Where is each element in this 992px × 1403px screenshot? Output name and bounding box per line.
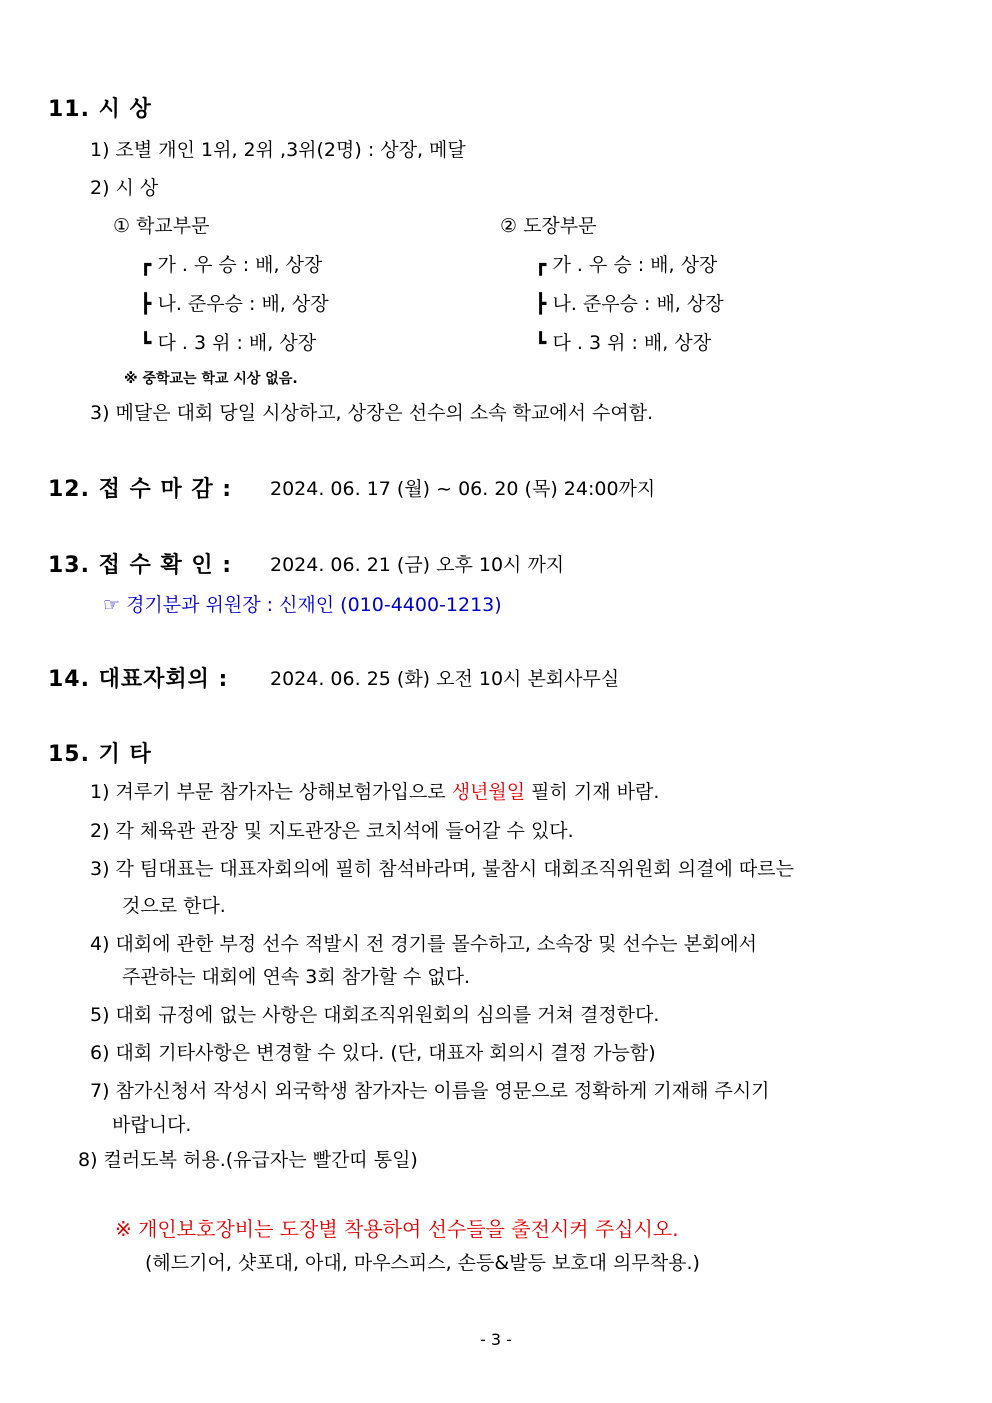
dojang-award-3: ┗ 다 . 3 위 : 배, 상장 [535, 332, 712, 354]
s15-item-5: 5) 대회 규정에 없는 사항은 대회조직위원회의 심의를 거쳐 결정한다. [90, 1004, 660, 1026]
s15-item-6: 6) 대회 기타사항은 변경할 수 있다. (단, 대표자 회의시 결정 가능함) [90, 1042, 656, 1064]
s15-item-2: 2) 각 체육관 관장 및 지도관장은 코치석에 들어갈 수 있다. [90, 820, 574, 842]
s15-item-7-line-1: 7) 참가신청서 작성시 외국학생 참가자는 이름을 영문으로 정확하게 기재해 주시기 [90, 1080, 770, 1102]
page-number: - 3 - [480, 1330, 512, 1349]
school-category-title: ① 학교부문 [113, 215, 210, 237]
school-award-2: ┣ 나. 준우승 : 배, 상장 [140, 293, 329, 315]
dojang-award-1: ┏ 가 . 우 승 : 배, 상장 [535, 254, 718, 276]
s11-item-1: 1) 조별 개인 1위, 2위 ,3위(2명) : 상장, 메달 [90, 139, 466, 161]
section-13-heading: 13. 접 수 확 인 : [48, 553, 233, 578]
birthdate-highlight: 생년월일 [451, 781, 526, 803]
protective-gear-notice: ※ 개인보호장비는 도장별 착용하여 선수들을 출전시켜 주십시오. [115, 1217, 679, 1241]
s15-item-1-post: 필히 기재 바람. [525, 781, 660, 803]
dojang-category-title: ② 도장부문 [500, 215, 597, 237]
registration-confirm-date: 2024. 06. 21 (금) 오후 10시 까지 [270, 554, 565, 576]
s15-item-8: 8) 컬러도복 허용.(유급자는 빨간띠 통일) [78, 1149, 418, 1171]
protective-gear-list: (헤드기어, 샷포대, 아대, 마우스피스, 손등&발등 보호대 의무착용.) [145, 1252, 700, 1274]
s15-item-1 [90, 777, 659, 804]
s15-item-7-line-2: 바랍니다. [112, 1114, 192, 1136]
section-15-heading: 15. 기 타 [48, 742, 152, 767]
s11-item-3: 3) 메달은 대회 당일 시상하고, 상장은 선수의 소속 학교에서 수여함. [90, 402, 654, 424]
section-14-heading: 14. 대표자회의 : [48, 667, 229, 692]
s15-item-1-pre: 1) 겨루기 부문 참가자는 상해보험가입으로 [90, 781, 452, 803]
school-award-3: ┗ 다 . 3 위 : 배, 상장 [140, 332, 317, 354]
committee-contact: ☞ 경기분과 위원장 : 신재인 (010-4400-1213) [103, 594, 502, 616]
s15-item-3-line-1: 3) 각 팀대표는 대표자회의에 필히 참석바라며, 불참시 대회조직위원회 의결에 따르는 [90, 858, 794, 880]
middle-school-note: ※ 중학교는 학교 시상 없음. [124, 371, 298, 387]
section-11-heading: 11. 시 상 [48, 97, 152, 122]
section-12-heading: 12. 접 수 마 감 : [48, 477, 233, 502]
s11-item-2: 2) 시 상 [90, 177, 159, 199]
s15-item-4-line-1: 4) 대회에 관한 부정 선수 적발시 전 경기를 몰수하고, 소속장 및 선수는 본회에서 [90, 933, 757, 955]
representative-meeting: 2024. 06. 25 (화) 오전 10시 본회사무실 [270, 668, 620, 690]
registration-deadline: 2024. 06. 17 (월) ~ 06. 20 (목) 24:00까지 [270, 478, 656, 500]
s15-item-4-line-2: 주관하는 대회에 연속 3회 참가할 수 없다. [122, 966, 471, 988]
s15-item-3-line-2: 것으로 한다. [122, 895, 226, 917]
school-award-1: ┏ 가 . 우 승 : 배, 상장 [140, 254, 323, 276]
dojang-award-2: ┣ 나. 준우승 : 배, 상장 [535, 293, 724, 315]
